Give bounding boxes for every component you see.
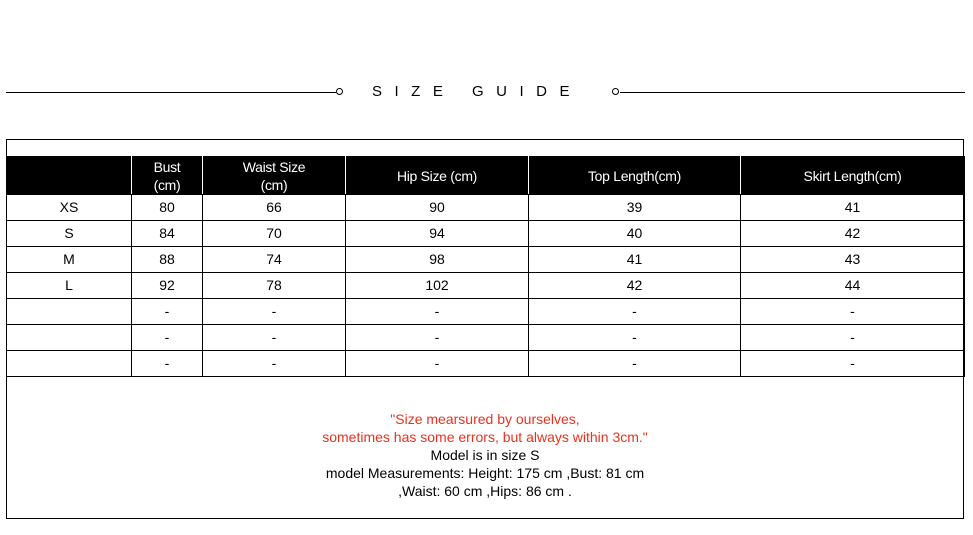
table-cell: - [529, 299, 741, 325]
table-header-text: Bust [153, 158, 181, 175]
table-cell: 84 [132, 221, 203, 247]
table-header-row [7, 157, 965, 195]
table-cell: - [203, 351, 346, 377]
table-cell: - [529, 325, 741, 351]
table-cell: 40 [529, 221, 741, 247]
table-body [7, 195, 965, 377]
title-circle-left [336, 88, 343, 95]
table-header-text: Hip Size (cm) [396, 167, 478, 184]
size-notes [6, 410, 964, 500]
table-cell: 42 [529, 273, 741, 299]
title-rule-right [620, 92, 965, 93]
table-cell: 42 [741, 221, 965, 247]
table-cell: - [132, 351, 203, 377]
size-guide-title-row [0, 78, 973, 108]
table-row [7, 351, 965, 377]
table-cell: - [741, 299, 965, 325]
table-cell: - [132, 299, 203, 325]
table-header-text: (cm) [260, 176, 288, 193]
note-red-line-2: sometimes has some errors, but always within 3cm." [322, 429, 648, 445]
table-cell: 74 [203, 247, 346, 273]
table-row [7, 221, 965, 247]
table-cell: 88 [132, 247, 203, 273]
size-label-cell: XS [7, 195, 132, 221]
note-model-size: Model is in size S [430, 447, 540, 463]
table-cell: 44 [741, 273, 965, 299]
table-cell: - [203, 325, 346, 351]
table-header-cell [132, 157, 203, 195]
table-header-cell [529, 157, 741, 195]
table-header-cell [346, 157, 529, 195]
table-header-cell [741, 157, 965, 195]
table-row [7, 247, 965, 273]
size-label-cell [7, 351, 132, 377]
table-cell: 43 [741, 247, 965, 273]
size-label-cell [7, 325, 132, 351]
table-header-text: Skirt Length(cm) [803, 167, 902, 184]
table-cell: 41 [529, 247, 741, 273]
table-cell: 94 [346, 221, 529, 247]
page-title: SIZE GUIDE [372, 83, 583, 100]
note-model-measurements-cont: ,Waist: 60 cm ,Hips: 86 cm . [398, 483, 572, 499]
size-table [6, 156, 965, 377]
table-cell: 39 [529, 195, 741, 221]
table-cell: 102 [346, 273, 529, 299]
note-model-measurements: model Measurements: Height: 175 cm ,Bust: 81 cm [325, 465, 645, 481]
table-header-cell [7, 157, 132, 195]
table-header-text: Waist Size [242, 158, 306, 175]
table-header-cell [203, 157, 346, 195]
table-header-text: Top Length(cm) [587, 167, 682, 184]
size-label-cell: M [7, 247, 132, 273]
table-row [7, 273, 965, 299]
table-cell: - [529, 351, 741, 377]
table-cell: - [346, 351, 529, 377]
table-row [7, 299, 965, 325]
table-cell: - [203, 299, 346, 325]
title-rule-left [6, 92, 336, 93]
table-cell: - [346, 299, 529, 325]
table-cell: 92 [132, 273, 203, 299]
table-cell: - [741, 325, 965, 351]
table-cell: - [346, 325, 529, 351]
table-header-text: (cm) [153, 176, 181, 193]
title-circle-right [612, 88, 619, 95]
size-label-cell [7, 299, 132, 325]
table-cell: 80 [132, 195, 203, 221]
table-row [7, 325, 965, 351]
table-row [7, 195, 965, 221]
table-cell: 66 [203, 195, 346, 221]
table-cell: - [132, 325, 203, 351]
table-cell: 78 [203, 273, 346, 299]
table-cell: 41 [741, 195, 965, 221]
size-label-cell: S [7, 221, 132, 247]
table-cell: - [741, 351, 965, 377]
table-cell: 70 [203, 221, 346, 247]
size-label-cell: L [7, 273, 132, 299]
note-red-line-1: "Size mearsured by ourselves, [390, 411, 580, 427]
table-cell: 90 [346, 195, 529, 221]
table-cell: 98 [346, 247, 529, 273]
